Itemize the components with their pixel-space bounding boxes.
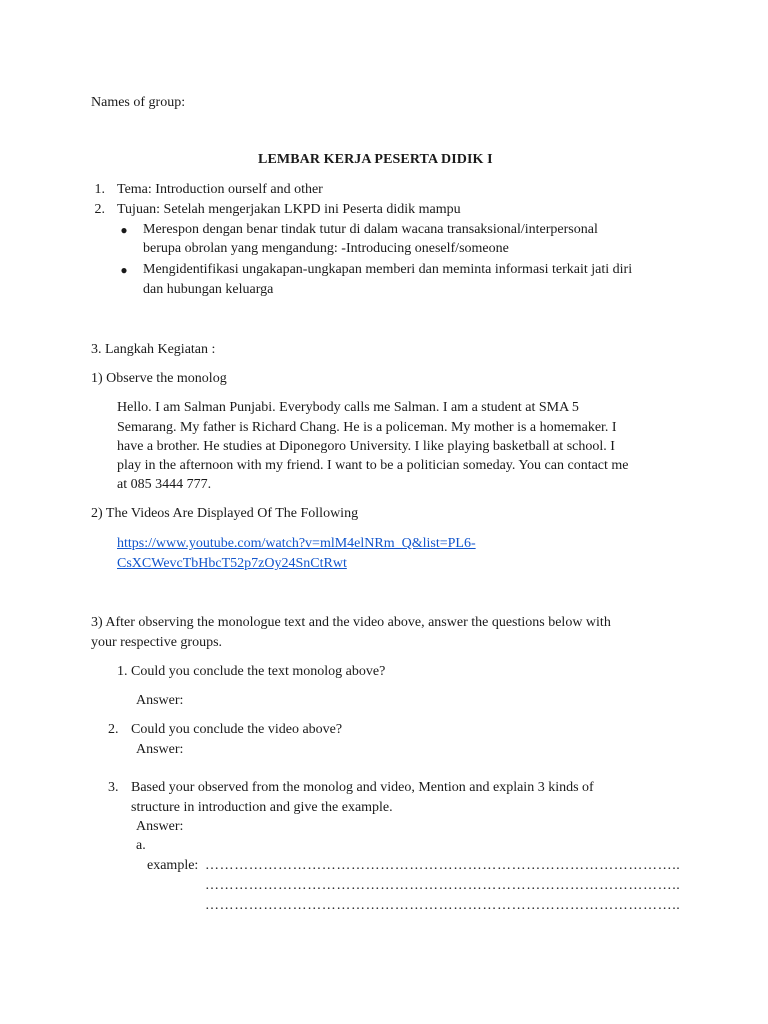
example-label: example: — [147, 858, 199, 873]
monolog-line: Semarang. My father is Richard Chang. He is a policeman. My mother is a homemaker. I — [117, 420, 617, 435]
activity-steps-heading: 3. Langkah Kegiatan : — [91, 342, 216, 357]
bullet-icon: ● — [120, 263, 128, 277]
question-3-answer-label: Answer: — [136, 819, 184, 834]
answer-dotted-line: …………………………………………………………………………………….. — [205, 898, 681, 913]
question-3-line-2: structure in introduction and give the example. — [131, 800, 393, 815]
monolog-line: at 085 3444 777. — [117, 477, 212, 492]
answer-dotted-line: …………………………………………………………………………………….. — [205, 858, 681, 873]
objective-bullet-2-line-2: dan hubungan keluarga — [143, 282, 274, 297]
answer-item-a: a. — [136, 838, 146, 853]
video-link-continued[interactable]: CsXCWevcTbHbcT52p7zOy24SnCtRwt — [117, 556, 347, 571]
step-3-instruction-line-2: your respective groups. — [91, 635, 223, 650]
question-1: 1. Could you conclude the text monolog above? — [117, 664, 386, 679]
video-link[interactable]: https://www.youtube.com/watch?v=mlM4elNRm_Q&list=PL6- — [117, 536, 476, 551]
monolog-line: have a brother. He studies at Diponegoro University. I like playing basketball at school. I — [117, 439, 615, 454]
list-number-1: 1. — [94, 182, 105, 197]
step-2-label: 2) The Videos Are Displayed Of The Following — [91, 506, 359, 521]
step-1-label: 1) Observe the monolog — [91, 371, 227, 386]
list-number-2: 2. — [94, 202, 105, 217]
step-3-instruction-line-1: 3) After observing the monologue text and the video above, answer the questions below with — [91, 615, 611, 630]
question-2: Could you conclude the video above? — [131, 722, 343, 737]
objective-bullet-2-line-1: Mengidentifikasi ungakapan-ungkapan memberi dan meminta informasi terkait jati diri — [143, 262, 633, 277]
theme-text: Tema: Introduction ourself and other — [117, 182, 323, 197]
question-1-answer-label: Answer: — [136, 693, 184, 708]
objective-text: Tujuan: Setelah mengerjakan LKPD ini Peserta didik mampu — [117, 202, 461, 217]
monolog-line: Hello. I am Salman Punjabi. Everybody calls me Salman. I am a student at SMA 5 — [117, 400, 579, 415]
question-3-line-1: Based your observed from the monolog and video, Mention and explain 3 kinds of — [131, 780, 594, 795]
objective-bullet-1-line-1: Merespon dengan benar tindak tutur di dalam wacana transaksional/interpersonal — [143, 222, 598, 237]
answer-dotted-line: …………………………………………………………………………………….. — [205, 878, 681, 893]
objective-bullet-1-line-2: berupa obrolan yang mengandung: -Introducing oneself/someone — [143, 241, 509, 256]
question-2-answer-label: Answer: — [136, 742, 184, 757]
question-2-number: 2. — [108, 722, 119, 737]
bullet-icon: ● — [120, 223, 128, 237]
monolog-line: play in the afternoon with my friend. I want to be a politician someday. You can contact me — [117, 458, 629, 473]
group-names-label: Names of group: — [91, 95, 186, 110]
worksheet-title: LEMBAR KERJA PESERTA DIDIK I — [258, 152, 493, 167]
question-3-number: 3. — [108, 780, 119, 795]
